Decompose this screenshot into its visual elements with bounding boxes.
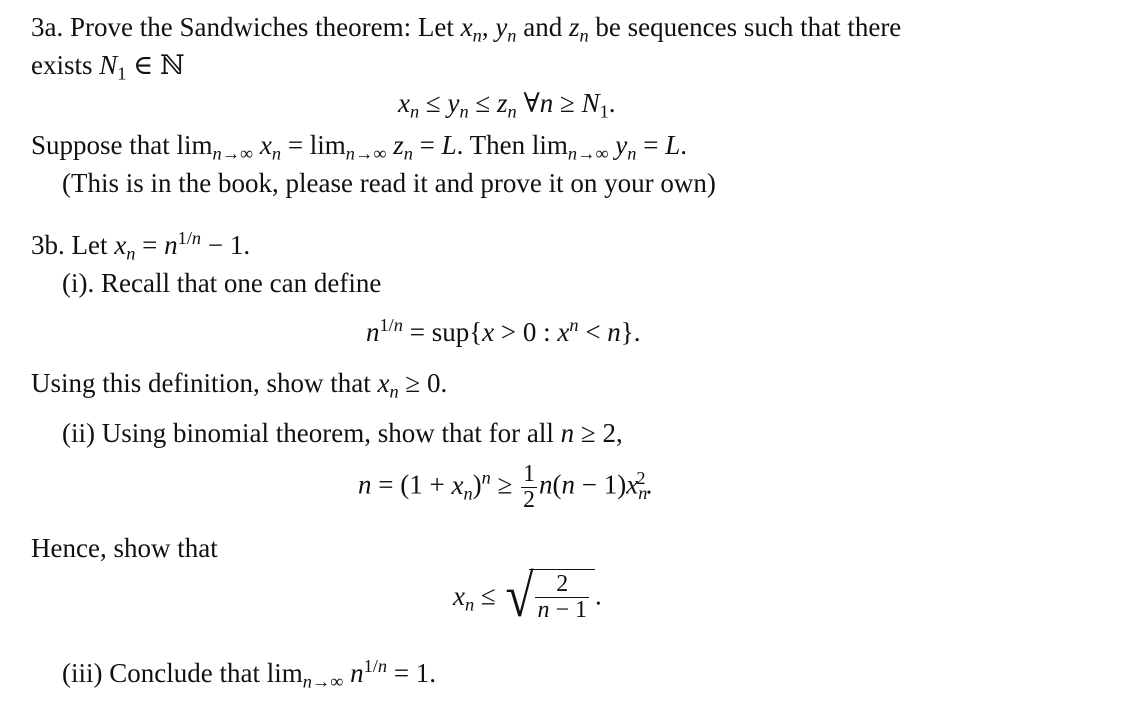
problem-3b-definition: 3b. Let $x_n = n^{1/n} - 1$. xyxy=(31,227,251,264)
sandwich-inequality: $x_n \le y_n \le z_n$ ∀n ≥ $N_1$. xyxy=(398,88,616,122)
part-iii-label: (iii) Conclude that $\lim_{n\to\infty} n^{1/n} = 1$. xyxy=(62,655,437,692)
using-definition-text: Using this definition, show that $x_n \ge 0$. xyxy=(31,368,448,402)
hence-text: Hence, show that xyxy=(31,533,218,563)
problem-3a-note: (This is in the book, please read it and prove it on your own) xyxy=(62,168,716,198)
part-i-label: (i). Recall that one can define xyxy=(62,268,382,298)
binomial-inequality: $n = (1 + x_n)^n$ ≥ $\frac{1}{2}$ $n(n - 1)x_n^2$. xyxy=(358,461,653,513)
sup-definition: $n^{1/n} = sup\{x > 0$ : $x^n < n$}. xyxy=(366,314,641,347)
problem-3a-suppose: Suppose that $\lim_{n\to\infty} x_n = \lim_{n\to\infty} z_n = L$. Then $\lim_{n\to\infty} y_n = L$. xyxy=(31,130,687,164)
problem-3a-exists: exists $N_1$ ∈ ℕ xyxy=(31,50,185,84)
sqrt-bound: $x_n$ ≤ √ $\frac{2}{n - 1}$ . xyxy=(453,563,602,629)
square-root: √ $\frac{2}{n - 1}$ xyxy=(503,566,595,626)
problem-3a-statement: 3a. Prove the Sandwiches theorem: Let $x_n$, $y_n$ and $z_n$ be sequences such that there xyxy=(31,12,902,46)
half-fraction: $\frac{1}{2}$ xyxy=(523,461,536,513)
part-ii-label: (ii) Using binomial theorem, show that for all n ≥ 2, xyxy=(62,418,623,448)
